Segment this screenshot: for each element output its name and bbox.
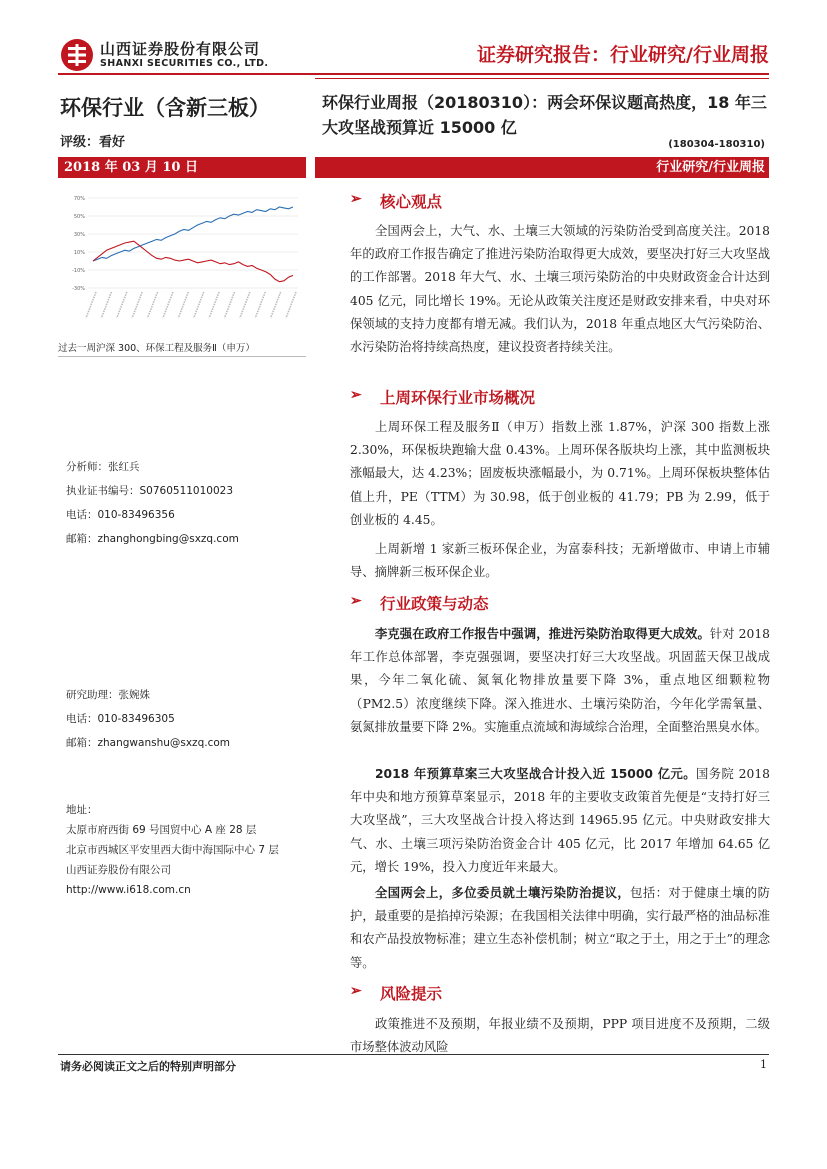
analyst-block — [66, 455, 239, 551]
analyst-license: 执业证书编号：S0760511010023 — [66, 485, 234, 497]
report-type: 证券研究报告：行业研究/行业周报 — [477, 44, 769, 66]
paragraph-text: 针对 2018 年工作总体部署，李克强强调，要坚决打好三大攻坚战。巩固蓝天保卫战成果，今年二氧化硫、氮氧化物排放量要下降 3%，重点地区细颗粒物（PM2.5）浓度继续下降。深入推进水、土壤污染防治，今年化学需氧量、氨氮排放量要下降 2%。实施重点流域和海域综合治理，全面整治黑臭水体。 — [350, 627, 770, 734]
performance-chart — [58, 188, 306, 336]
paragraph-lead: 全国两会上，多位委员就土壤污染防治提议， — [375, 886, 631, 900]
chart-series — [93, 207, 293, 282]
report-title: 环保行业周报（20180310）：两会环保议题高热度，18 年三大攻坚战预算近 15000 亿 — [322, 93, 767, 137]
industry-title: 环保行业（含新三板） — [60, 96, 270, 120]
chart-x-tick-label — [132, 292, 142, 318]
chevron-right-icon: ➢ — [350, 191, 362, 207]
assistant-name: 研究助理：张婉姝 — [66, 689, 150, 701]
header-divider-thin — [315, 78, 769, 79]
chart-x-tick-label — [271, 292, 281, 318]
section-paragraph — [350, 763, 770, 879]
company-logo-icon — [60, 38, 94, 72]
chevron-right-icon: ➢ — [350, 387, 362, 403]
paragraph-text: 上周环保工程及服务Ⅱ（申万）指数上涨 1.87%，沪深 300 指数上涨 2.30%，环保板块跑输大盘 0.43%。上周环保各版块均上涨，其中监测板块涨幅最大，达 4.23%；固废板块涨幅最小，为 0.71%。上周环保板块整体估值上升，PE（TTM）为 30.98，低于创业板的 41.79；PB 为 2.99，低于创业板的 4.45。 — [350, 420, 770, 527]
chart-x-tick-label — [255, 292, 265, 318]
chart-x-tick-label — [148, 292, 158, 318]
assistant-block — [66, 683, 230, 755]
footer-disclaimer: 请务必阅读正文之后的特别声明部分 — [60, 1060, 236, 1073]
chart-x-tick-label — [163, 292, 173, 318]
footer-divider — [58, 1054, 769, 1055]
assistant-email[interactable]: 邮箱：zhangwanshu@sxzq.com — [66, 737, 231, 749]
chart-y-tick-label: 30% — [73, 232, 85, 238]
website-link[interactable]: http://www.i618.com.cn — [66, 884, 191, 896]
chart-x-ticks — [86, 292, 296, 318]
page-number: 1 — [760, 1058, 767, 1071]
chart-x-tick-label — [178, 292, 188, 318]
paragraph-lead: 2018 年预算草案三大攻坚战合计投入近 15000 亿元。 — [375, 767, 697, 781]
section-title: 核心观点 — [380, 193, 443, 211]
paragraph-text: 上周新增 1 家新三板环保企业，为富泰科技；无新增做市、申请上市辅导、摘牌新三板环保企业。 — [350, 542, 770, 580]
chart-y-tick-label: 70% — [73, 196, 85, 202]
chart-x-tick-label — [209, 292, 219, 318]
section-paragraph — [350, 623, 770, 739]
section-title: 风险提示 — [380, 985, 443, 1003]
section-paragraph — [350, 416, 770, 532]
chart-x-tick-label — [117, 292, 127, 318]
category-bar-label: 行业研究/行业周报 — [656, 160, 765, 175]
address-company: 山西证券股份有限公司 — [66, 864, 171, 876]
address-taiyuan: 太原市府西街 69 号国贸中心 A 座 28 层 — [66, 824, 257, 836]
paragraph-text: 全国两会上，大气、水、土壤三大领域的污染防治受到高度关注。2018 年的政府工作报告确定了推进污染防治取得更大成效，要坚决打好三大攻坚战的工作部署。2018 年大气、水、土壤三项污染防治的中央财政资金合计达到 405 亿元，同比增长 19%。无论从政策关注度还是财政安排来看，中央对环保领域的支持力度都有增无减。我们认为，2018 年重点地区大气污染防治、水污染防治将持续高热度，建议投资者持续关注。 — [350, 224, 770, 355]
chart-y-ticks — [72, 196, 85, 292]
chart-y-tick-label: 50% — [73, 214, 85, 220]
assistant-phone: 电话：010-83496305 — [66, 713, 175, 725]
chart-x-tick-label — [194, 292, 204, 318]
caption-divider — [58, 356, 306, 357]
section-paragraph — [350, 538, 770, 584]
address-block — [66, 800, 296, 900]
header-divider — [58, 73, 769, 75]
section-paragraph — [350, 220, 770, 359]
chart-x-tick-label — [86, 292, 96, 318]
report-date: 2018 年 03 月 10 日 — [58, 157, 306, 178]
chart-y-tick-label: 10% — [73, 250, 85, 256]
section-title: 行业政策与动态 — [380, 595, 489, 613]
chart-y-tick-label: -30% — [72, 286, 85, 292]
address-beijing: 北京市西城区平安里西大街中海国际中心 7 层 — [66, 844, 279, 856]
section-paragraph — [350, 882, 770, 975]
company-name-en: SHANXI SECURITIES CO., LTD. — [100, 58, 269, 69]
section-paragraph — [350, 1013, 770, 1059]
analyst-email[interactable]: 邮箱：zhanghongbing@sxzq.com — [66, 533, 239, 545]
chart-x-tick-label — [286, 292, 296, 318]
paragraph-text: 政策推进不及预期，年报业绩不及预期，PPP 项目进度不及预期，二级市场整体波动风险 — [350, 1017, 770, 1055]
paragraph-text: 包括：对于健康土壤的防护，最重要的是掐掉污染源；在我国相关法律中明确，实行最严格的油品标准和农产品投放物标准；建立生态补偿机制；树立“取之于土，用之于土”的理念等。 — [350, 886, 770, 970]
chart-x-tick-label — [101, 292, 111, 318]
chart-x-tick-label — [240, 292, 250, 318]
analyst-name: 分析师：张红兵 — [66, 461, 140, 473]
paragraph-text: 国务院 2018 年中央和地方预算草案显示，2018 年的主要收支政策首先便是“支持打好三大攻坚战”，三大攻坚战合计投入将达到 14965.95 亿元。中央财政安排大气、水、土壤三项污染防治资金合计 405 亿元，比 2017 年增加 64.65 亿元，增长 19%，投入力度近年来最大。 — [350, 767, 770, 874]
chart-series-line — [93, 241, 293, 282]
date-range: (180304-180310) — [668, 139, 765, 150]
chart-x-tick-label — [224, 292, 234, 318]
address-label: 地址： — [66, 804, 98, 816]
analyst-phone: 电话：010-83496356 — [66, 509, 175, 521]
chevron-right-icon: ➢ — [350, 983, 362, 999]
company-name-cn: 山西证券股份有限公司 — [100, 40, 261, 58]
paragraph-lead: 李克强在政府工作报告中强调，推进污染防治取得更大成效。 — [375, 627, 710, 641]
section-title: 上周环保行业市场概况 — [380, 389, 536, 407]
chart-caption: 过去一周沪深 300、环保工程及服务Ⅱ（申万） — [58, 343, 255, 354]
rating: 评级：看好 — [60, 135, 126, 150]
chevron-right-icon: ➢ — [350, 593, 362, 609]
chart-y-tick-label: -10% — [72, 268, 85, 274]
